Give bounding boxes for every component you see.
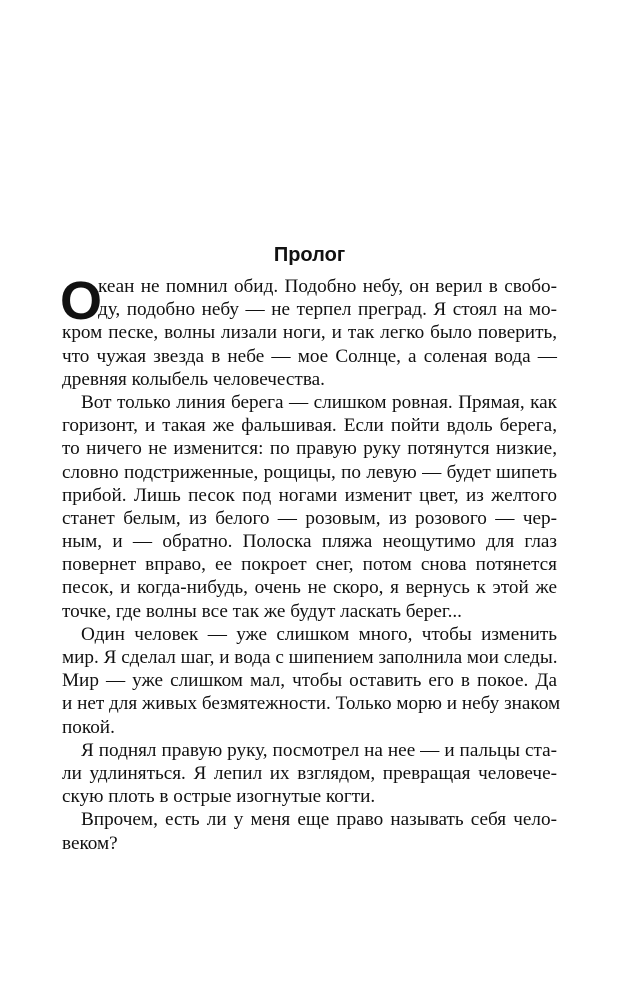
- text-line: ным, и — обратно. Полоска пляжа неощутимо для глаз: [62, 531, 557, 553]
- text-line: то ничего не изменится: по правую руку потянутся низкие,: [62, 438, 557, 460]
- text-line: Впрочем, есть ли у меня еще право называть себя чело-: [81, 809, 557, 831]
- text-line: повернет вправо, ее покроет снег, потом снова потянется: [62, 554, 557, 576]
- text-line: ду, подобно небу — не терпел преград. Я стоял на мо-: [98, 299, 557, 321]
- text-line: Вот только линия берега — слишком ровная. Прямая, как: [81, 391, 557, 413]
- text-line: прибой. Лишь песок под ногами изменит цвет, из желтого: [62, 484, 557, 506]
- text-line: словно подстриженные, рощицы, по левую — будет шипеть: [62, 461, 557, 483]
- text-line: кеан не помнил обид. Подобно небу, он верил в свобо-: [98, 276, 557, 297]
- text-line: скую плоть в острые изогнутые когти.: [62, 786, 376, 808]
- text-line: кром песке, волны лизали ноги, и так легко было поверить,: [62, 322, 557, 344]
- text-line: ли удлиняться. Я лепил их взглядом, превращая человече-: [62, 762, 557, 784]
- text-line: Я поднял правую руку, посмотрел на нее — и пальцы ста-: [81, 739, 557, 761]
- text-line: веком?: [62, 832, 118, 854]
- text-line: точке, где волны все так же будут ласкать берег...: [62, 600, 462, 622]
- text-line: мир. Я сделал шаг, и вода с шипением заполнила мои следы.: [62, 647, 558, 668]
- text-line: Один человек — уже слишком много, чтобы изменить: [81, 623, 557, 645]
- text-line: станет белым, из белого — розовым, из розового — чер-: [62, 507, 557, 529]
- paragraph-5: [62, 808, 557, 854]
- text-line: Мир — уже слишком мал, чтобы оставить его в покое. Да: [62, 670, 557, 692]
- chapter-title: Пролог: [273, 244, 346, 266]
- text-line: покой.: [62, 716, 115, 738]
- text-line: песок, и когда-нибудь, очень не скоро, я вернусь к этой же: [62, 577, 557, 599]
- text-line: древняя колыбель человечества.: [62, 368, 325, 390]
- paragraph-2: [62, 391, 557, 623]
- paragraph-1: [60, 271, 557, 391]
- text-line: и нет для живых безмятежности. Только морю и небу знаком: [62, 693, 561, 715]
- prologue-text: [60, 271, 561, 855]
- drop-cap: О: [60, 271, 103, 331]
- paragraph-4: [62, 739, 557, 809]
- paragraph-3: [62, 623, 561, 739]
- text-line: что чужая звезда в небе — мое Солнце, а соленая вода —: [62, 345, 557, 367]
- text-line: горизонт, и такая же фальшивая. Если пойти вдоль берега,: [62, 415, 557, 437]
